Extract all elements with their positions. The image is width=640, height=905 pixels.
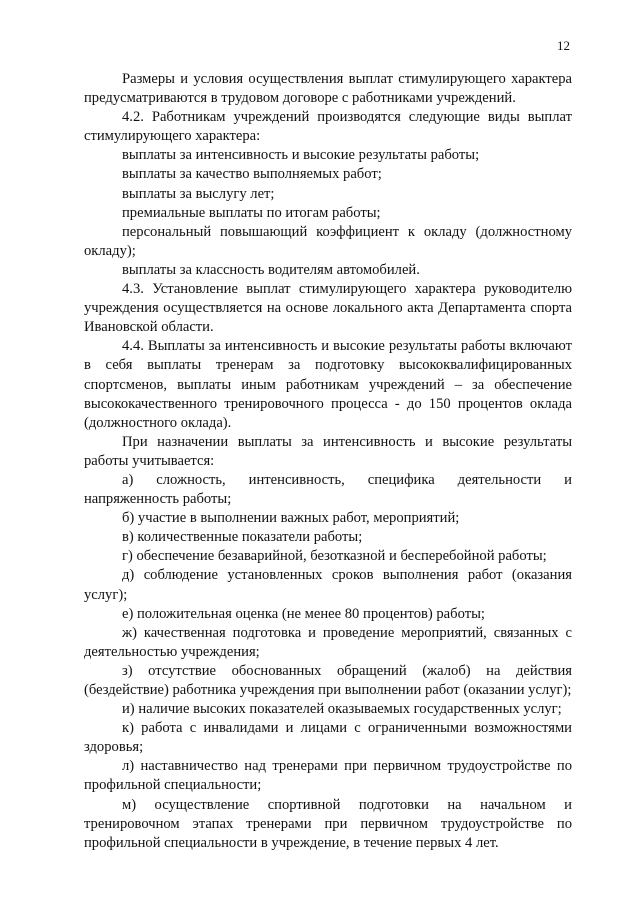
list-item: з) отсутствие обоснованных обращений (жалоб) на действия (бездействие) работника учреждения при выполнении работ (оказании услуг); (84, 662, 572, 698)
list-item: е) положительная оценка (не менее 80 процентов) работы; (122, 605, 485, 622)
list-item: к) работа с инвалидами и лицами с ограниченными возможностями здоровья; (84, 720, 572, 756)
list-item: а) сложность, интенсивность, специфика деятельности и напряженность работы; (84, 471, 572, 508)
list-item: л) наставничество над тренерами при первичном трудоустройстве по профильной специальности; (84, 758, 572, 794)
list-item: в) количественные показатели работы; (122, 529, 363, 546)
list-item: выплаты за выслугу лет; (122, 185, 275, 202)
list-item: выплаты за интенсивность и высокие результаты работы; (122, 147, 480, 164)
paragraph: 4.2. Работникам учреждений производятся следующие виды выплат стимулирующего характера: (84, 109, 572, 145)
list-item: премиальные выплаты по итогам работы; (122, 204, 381, 221)
list-item: выплаты за качество выполняемых работ; (122, 166, 382, 183)
paragraph: 4.3. Установление выплат стимулирующего характера руководителю учреждения осуществляется на основе локального акта Департамента спорта Ивановской области. (84, 281, 572, 336)
page-number: 12 (557, 38, 570, 53)
paragraph: Размеры и условия осуществления выплат стимулирующего характера предусматриваются в трудовом договоре с работниками учреждений. (84, 71, 572, 107)
list-item: ж) качественная подготовка и проведение мероприятий, связанных с деятельностью учреждения; (84, 624, 572, 660)
list-item: д) соблюдение установленных сроков выполнения работ (оказания услуг); (84, 567, 572, 603)
paragraph: При назначении выплаты за интенсивность и высокие результаты работы учитывается: (84, 433, 572, 469)
list-item: и) наличие высоких показателей оказываемых государственных услуг; (122, 701, 562, 718)
list-item: выплаты за классность водителям автомобилей. (122, 261, 420, 278)
document-body (84, 70, 572, 853)
paragraph: 4.4. Выплаты за интенсивность и высокие результаты работы включают в себя выплаты тренерам за подготовку высококвалифицированных спортсменов, выплаты иным работникам учреждений – за обеспечение высококачественного тренировочного процесса - до 150 процентов оклада (должностного оклада). (84, 338, 572, 431)
list-item: б) участие в выполнении важных работ, мероприятий; (122, 510, 460, 527)
list-item: м) осуществление спортивной подготовки на начальном и тренировочном этапах тренерами при первичном трудоустройстве по профильной специальности в учреждение, в течение первых 4 лет. (84, 796, 572, 851)
list-item: г) обеспечение безаварийной, безотказной и бесперебойной работы; (122, 548, 547, 565)
list-item: персональный повышающий коэффициент к окладу (должностному окладу); (84, 223, 572, 259)
